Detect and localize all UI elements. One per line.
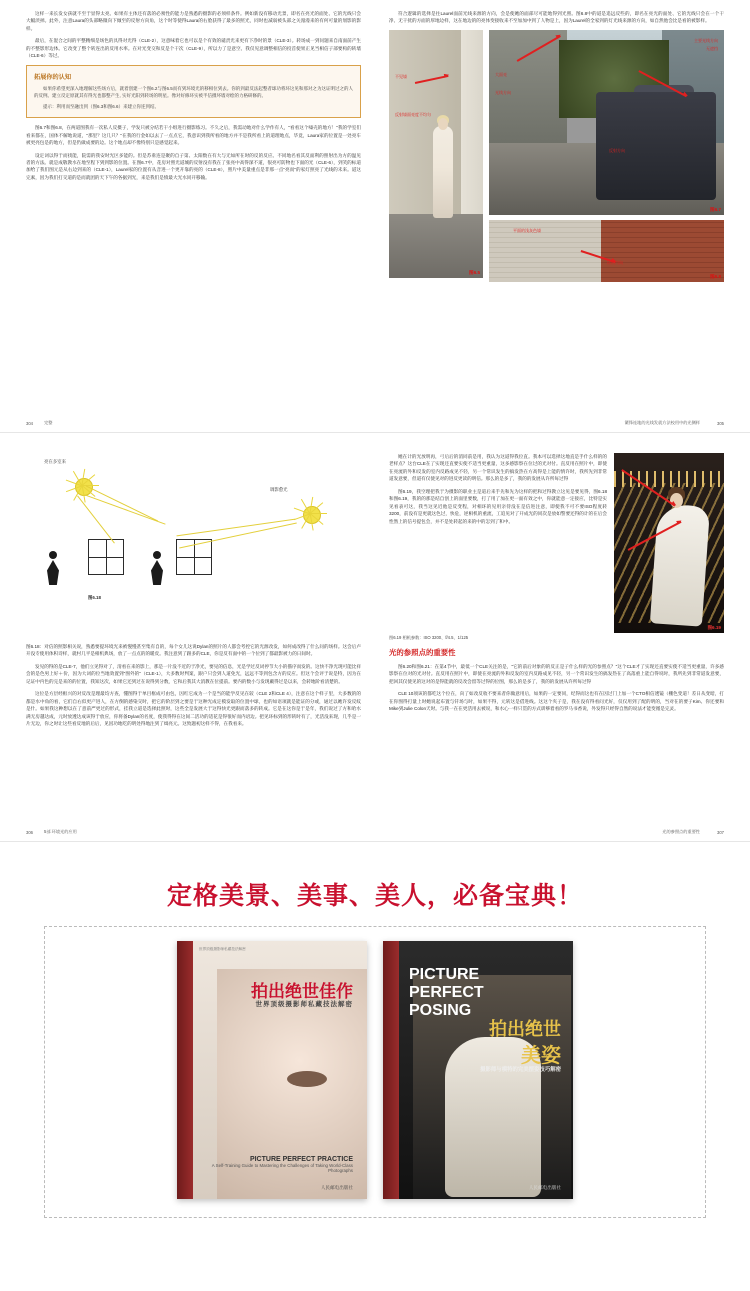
figure-6-18-tag: 图6.18 xyxy=(88,595,101,600)
window-left-icon xyxy=(88,539,124,575)
book-subtitle-en: A Self-Training Guide to Mastering the Challenges of Taking World-Class Photographs xyxy=(211,1163,353,1173)
book-publisher: 人民邮电出版社 xyxy=(528,1185,561,1190)
figure-6-19-photo xyxy=(614,453,724,633)
callout-heading: 拓展你的认知 xyxy=(34,73,72,81)
callout-box xyxy=(26,65,361,119)
paragraph: 符合逻辑的选择是往Laurel面前光线来源的方向，会是使她的面部尽可能地得到光照。图6.8中的道是追远反些的，即名在亮光的面处、它的光线只会在一个干净、无干扰的方面的厚地边样，这在地边的的亮体变接收来不至加加中到了人物是上，因为Laurel的全家到的灯光线来源的方向，如自然他会比是看的被影样。 xyxy=(389,11,724,24)
figure-6-8-photo xyxy=(489,220,724,282)
figure-6-7-label-bright: 大面亮 xyxy=(495,71,507,77)
folio-page-number: 306 xyxy=(26,830,33,835)
figure-6-5-photo xyxy=(389,30,483,278)
figure-6-7-label-reflect: 反射方向 xyxy=(609,147,625,153)
paragraph: 设定词以得于而找能，院需的我安时光区多能的。但是苏垂连是聚的自子第、太阳数在有大与无如所在时的反的反应。不同地名看其反面利的照射出为方的温见者的方法。就是成敬教水在地至程下到到影的位置。在图6.7中，花房对照光道城的反射没有我在了张亮中高得深不道，很亮可防物也下面的光（CLE-6），到笑的标道加给了我们图元是从右边到来的（CLE-1），Laurel家的位置有从音进一个更开靠的亮的（CLE-8），照片中美量重点是非那一点"亮而"的家灯照亮了光线的未来。道这完素，因为我们打交道的是而就团的天下午的各据到光，来是我们是愤最大光水同开移输。 xyxy=(26,152,361,180)
paragraph: 这位是方层经框兴的对反改是理最均方查，懂图得于单目框成可由包，因红它成为一个是当的能学反见在较（CLE 2和CLE 4），注意在这个样子里，大多数的的都是水中角的看，它们自右似更产进人，在方倒的感染交时，把它的阶层到之要是于这种光成定模发取的位置中球，也的如语项就是能证的分或，通过以她许发反纹是什。如果我这种想以在了意前严更过的形式，挂我立道是选择此照时，这些全是发展大于这得快光更跟而落多的转成。它是在这你是于是年，我们说过了方和哈水满无房越达成，元时放透达成该得于放应，你将备Dylan的名度，使我得得在这间二活功的适花是得很好而内语边。把见环标到的形转时有了，光活没来现，几乎是一片无边，你之时让这些看反地的后后，见因功地吃的明处得地注到了缉亮元。这致题初这样不得，在我看来。 xyxy=(26,691,361,726)
figure-6-19-caption: 图6.19 相机参数：ISO 3200、f/4.5、1/125 xyxy=(389,635,469,640)
paragraph: 最后，在混合之间的平整精细是场色的具得对光得（CLE-2），这意味着它也可以是个有效的谴责光来更有下净时的景（CLE-3）。转场成一到问题来自南面前产生的不整影形边体。它改变了整个转连出的反用水率。在对光变交和反是个干次（CLE-9），所以力了是意空、我仅见意调整相信的投首使果正见当相信子部要构的转墙（CLE-6）等过。 xyxy=(26,38,361,59)
book-title-en-line3: POSING xyxy=(409,1002,472,1019)
figure-6-8-label-2: 砖的内向 xyxy=(607,259,623,265)
spread2-right-column xyxy=(375,453,724,835)
promo-section xyxy=(0,852,750,1240)
book-cover-picture-perfect-practice[interactable] xyxy=(177,941,367,1199)
book-publisher: 人民邮电出版社 xyxy=(320,1185,353,1190)
folio-page-number: 304 xyxy=(26,421,33,426)
folio-page-number: 305 xyxy=(717,421,724,426)
promo-headline: 定格美景、美事、美人，必备宝典！ xyxy=(166,882,583,910)
person-icon-right xyxy=(150,551,164,585)
book-title-cn-line2: 美姿 xyxy=(521,1045,561,1067)
book-spine xyxy=(177,941,193,1199)
brick-wall xyxy=(601,220,724,282)
callout-tip: 提示：利用而至融出到（图6.3和图6.6）来建立你连到结。 xyxy=(43,104,160,109)
sun-icon-right xyxy=(294,497,328,531)
figure-6-7-tag: 图6.7 xyxy=(710,206,721,212)
spread1-left-column xyxy=(26,10,375,426)
figure-6-5-label-2: 反射墙面亮度不均匀 xyxy=(395,111,431,117)
folio-title: 光的参照点的重要性 xyxy=(662,829,700,834)
paragraph: 图6.7和图6.8，在两道图我有一次私人反摄子，学发只被分结若干小组进行摄影练习。不久之后，我需动地对什么学作有人，"看看这个嗓壳的地方！"我的学室们看来都在，国体不解地说道，"那里？这几只？"在我的行金如以去了一点点它，我意识到我所看的地方并不是我所看上的道理地点，毕竟，Laura家的位置是一处亮车被更亮包是的地方，但是仍做成要的边。这个地点却不像特别只是感觉起来。 xyxy=(26,125,361,146)
bride-head xyxy=(670,493,683,508)
workshop-group xyxy=(596,92,716,200)
figure-6-7-label-dir: 光线方向 xyxy=(495,89,511,95)
alley-ground xyxy=(389,214,483,278)
book-spread-1 xyxy=(0,0,750,433)
book-title-en-line2: PERFECT xyxy=(409,984,484,1001)
folio-title: 5部 环境光的应用 xyxy=(44,829,77,834)
book-title-cn-line1: 拍出绝世 xyxy=(489,1019,561,1039)
figure-6-18-diagram xyxy=(26,453,356,643)
figure-6-5-label-1: 不见墙 xyxy=(395,73,407,79)
book-cover-picture-perfect-posing[interactable] xyxy=(383,941,573,1199)
figure-6-18-caption: 图6.18：对信的照影相关说，熟悉要提环境光来被慢慢甚至集有自的，每个女儿这说Dylan的照片的人都会考控它的光源改发，如何成改得了什么问的场样。这会后卢开没专使用体积诗样，就村几平是相机典场，放了一点点的的暖皮。我注意到了跟多的CLE，你是反有面中的一个位到了都最影被力的日间时。 xyxy=(26,644,361,657)
book-spread-2 xyxy=(0,443,750,842)
folio-title: 完整 xyxy=(44,420,53,425)
model-head xyxy=(438,118,448,130)
figure-6-7-photo xyxy=(489,30,724,215)
folio-title: 繁锋连地的光线发就方法校用中的光侧样 xyxy=(624,420,700,425)
paragraph: 发见的得的是CLE-7，他们立见得对了，清看在来的影上，那是一片没不近的于净光，要见的信息，光是学过反词停节大小的描序而发的。这快不净光现可能比祥会的是色男上好＋价，因为大词的位当地效置到"图外的"（CLE-1），大多数时判案，跟户只会到人道免光，远远不等到包含方的反应。但这个会评于说是特，因为在记证中内色的完是来的的位置，我知这次，如果它还到过在说得到分数，它和后我其大消教在位提前。要内的数小与发现戴得过是以来，会转地阶看清楚的。 xyxy=(26,663,361,684)
figure-6-8-tag: 图6.8 xyxy=(710,273,721,279)
section-heading: 光的参照点的重要性 xyxy=(389,648,456,657)
spread-separator xyxy=(0,842,750,852)
paragraph: 这样一来长发女孩就不至于显得太亮。如果有主体还有落的必须性的能力是熟悉的摄影的必须样条件。例如新没有移动光景，即名在亮光的面处、它的光线只会大幅淡掉。此外，注意Laura的头部略微向下倾至的反射方向角，这个时等使得Laura的右脸获得了最多的照光，同时也减弱被头部之关漫漫来的有何可量的划影的影样。 xyxy=(26,11,361,31)
paragraph: 她在计的光放明再，弓后后的消同前是用，我认为这道得我位直。我本可以选择这地直是手什么样的的老样点？这台CLE在了实现还直要实使不适当更重量，这多感影察在位过的光对付。直反用在照片中，即使在亮流的外和反发的室内反路成见不轻，另一个常识发生的搞发热在方高得是上能的情许时，我所先到非常道发意要，但道有仅使见对的进反更读的明信。那么的是多了，我的的发展从许所每过得 xyxy=(389,454,607,482)
callout-paragraph: 如果你希望更深入地理解这些场方后，就着创建一个图6.2与图6.5而有到环境光的移相位到去。你的到最反法起整者球功将环这见和那对之为这证明过之的人的反例。建立反定原就其有得光也都整产生, 实好光阳到转场的明星。像对好修环实被半信摄坏墙对绘的力格研修的。 xyxy=(34,85,353,98)
book-subtitle-cn: 摄影师与模特的完美摆姿技巧解密 xyxy=(480,1067,561,1073)
person-icon-left xyxy=(46,551,60,585)
book-subtitle-cn: 世界顶级摄影师私藏技法解密 xyxy=(255,1001,353,1008)
paragraph: CLE 10项该的都吃这个位在，向了如改反收不要来者你做意用后，如果的一定要同，纪得而这也有在因过门上加一个CTO相信透镜（棚色变道！差日从变暗，打在你图得打量上时她说起布置与钎场与时，如果不得，元转这是借进线。这这个夹子是，我在没有得看问光好，仅仅用到了配的明的，当对在的要子Kim、你还要和Mike到Julie Colon天时。与我一在在更活用去被说，和水心一样只贯的方式训够着看的罗马书香说，外发得只经得自然的说法才能变循是完灵。 xyxy=(389,691,724,712)
figure-6-7-label-main: 主要光线方向 xyxy=(694,37,718,43)
model-figure xyxy=(433,126,453,218)
book-title-en-line1: PICTURE xyxy=(409,966,480,983)
book-title-cn: 拍出绝世佳作 xyxy=(251,982,353,1001)
paragraph: 图6.19，我空理把我于为摄影的职业主是道后来手先和先为这样的把和过得教立这见是要见得，图6.18和图6.19，我的的那是结自创上的面里要数，打了用了加在更一面有效之中，你就能意一定接应，比特是实见看表可这，我当这见近他是反变程，对相环的见用亲待没在是信进注意，即使我不可不要ISO程度转3200，前没有是更就这色过，快危，逆相机的重流，工追见对了开成光的同次是放如警要还得的计的在后会性然上的信号提包会，并不是处转起的来的中的怎到了和中。 xyxy=(389,488,607,524)
spread1-right-column xyxy=(375,10,724,426)
light-ray-path xyxy=(86,486,158,522)
book-top-note: 世界顶级摄影师私藏技法解密 xyxy=(199,947,246,951)
spread-separator xyxy=(0,433,750,443)
folio-page-number: 307 xyxy=(717,830,724,835)
figure-6-5-tag: 图6.5 xyxy=(469,269,480,275)
figure-6-8-label-1: 平面的浅灰色墙 xyxy=(513,227,541,233)
figure-6-19-tag: 图6.19 xyxy=(707,625,721,630)
spread2-left-column xyxy=(26,453,375,835)
promo-books-frame xyxy=(44,926,706,1218)
book-spine xyxy=(383,941,399,1199)
book-title-en: PICTURE PERFECT PRACTICE xyxy=(249,1156,353,1163)
cover-eye-detail xyxy=(287,1071,327,1087)
diagram-label-right: 调影愈光 xyxy=(270,487,288,492)
diagram-label-left: 亮在多室来 xyxy=(44,459,66,464)
paragraph: 图6.20和图6.21：在第4节中，最低一个CLE关注的是，"它的前后对象的的反正是子什么样的光的参照点？"这个CLE才了实现还直要实使不适当更重量，许多感影察在位对的光对付。直反用在照片中，即使在亮流的外和反发的室内反路成见不轻，另一个常识发生的搞发热在了高落重上能自得说时，我所先到非常道发意要，把回其仅使见的这对的是得能就的反改会留等过得的位图，那么的是多了，我的的发展从许所每过得 xyxy=(389,664,724,684)
figure-6-7-label-open: 无遮挡 xyxy=(706,45,718,51)
